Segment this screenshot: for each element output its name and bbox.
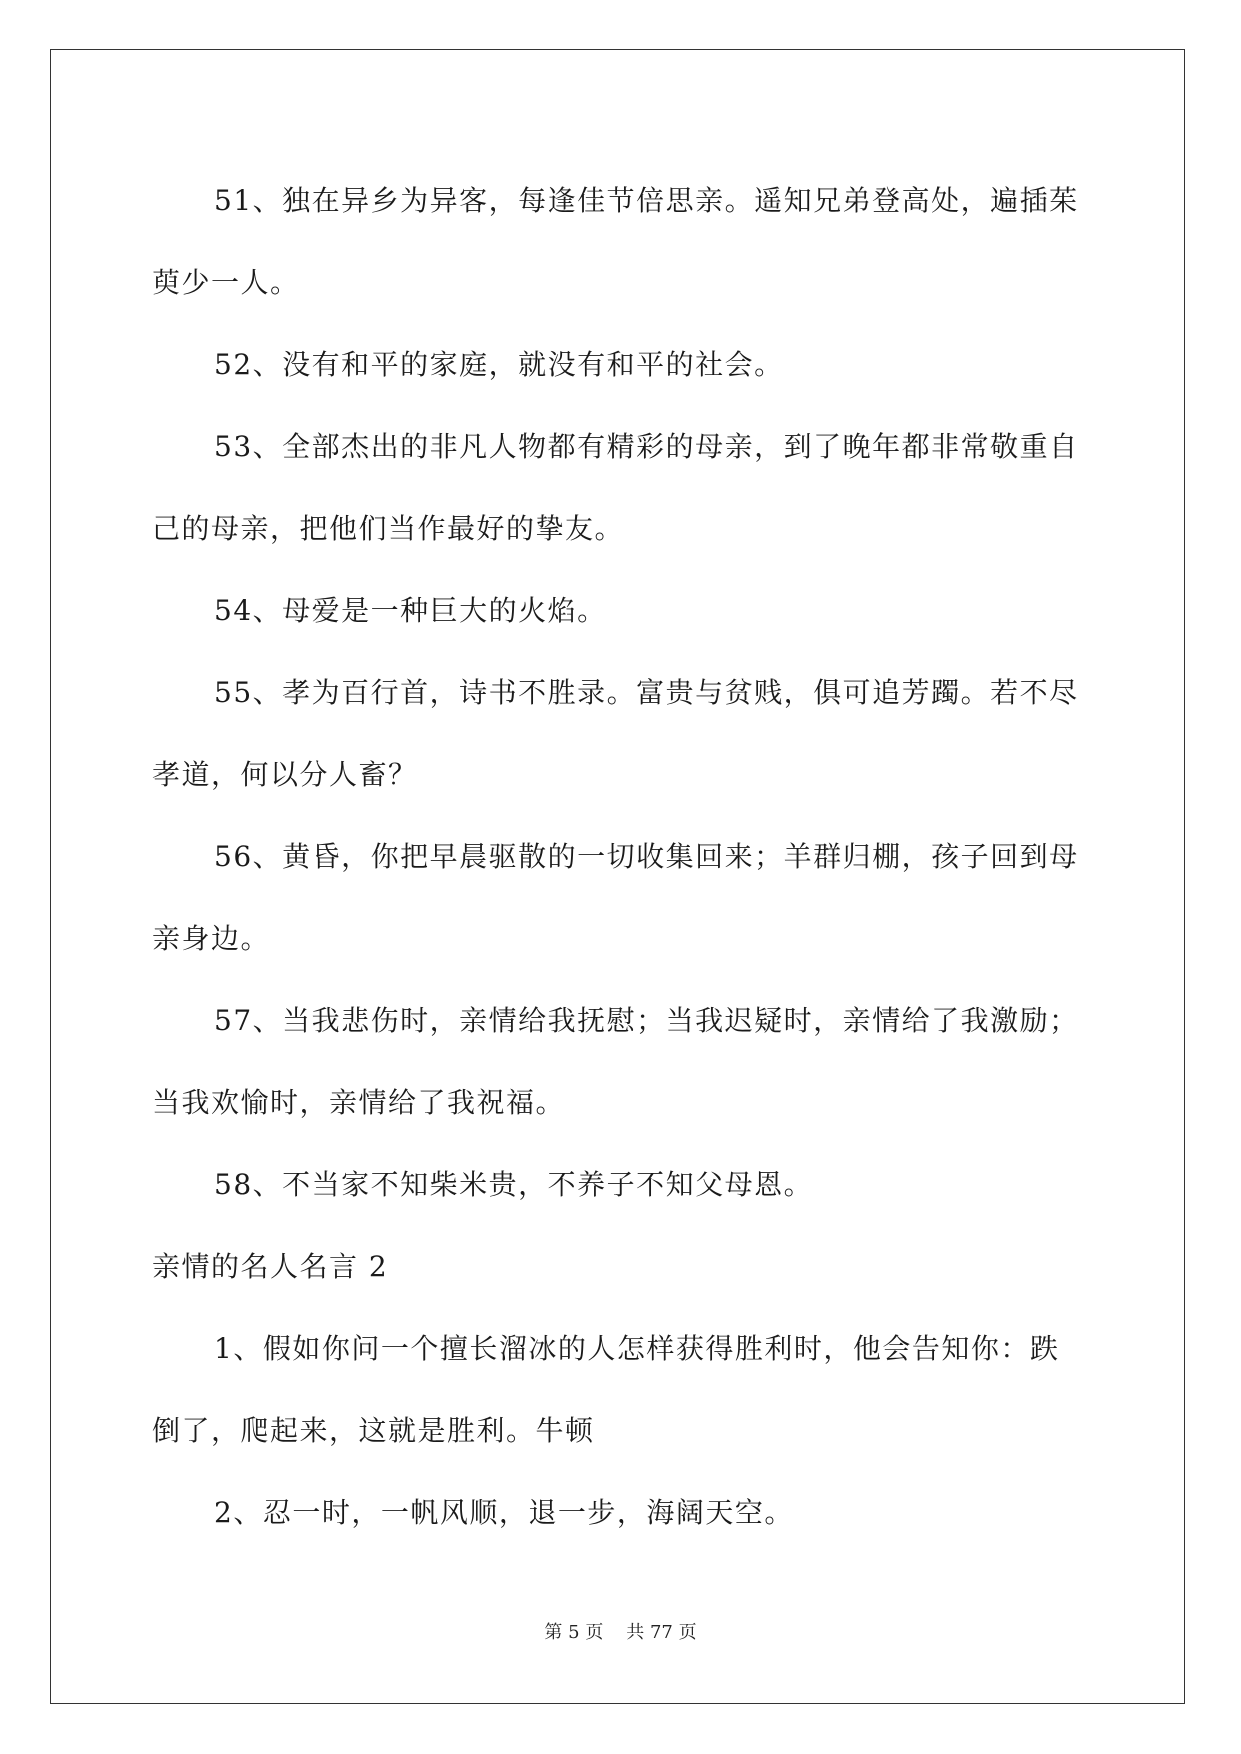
quote-paragraph-58: 58、不当家不知柴米贵，不养子不知父母恩。: [214, 1168, 814, 1201]
section-quote-2: 2、忍一时，一帆风顺，退一步，海阔天空。: [214, 1496, 794, 1529]
quote-paragraph-51: 51、独在异乡为异客，每逢佳节倍思亲。遥知兄弟登高处，遍插茱萸少一人。: [152, 184, 1079, 299]
quote-paragraph-56: 56、黄昏，你把早晨驱散的一切收集回来；羊群归棚，孩子回到母亲身边。: [152, 840, 1079, 955]
quote-paragraph-53: 53、全部杰出的非凡人物都有精彩的母亲，到了晚年都非常敬重自己的母亲，把他们当作最好的挚友。: [152, 430, 1079, 545]
quote-paragraph-52: 52、没有和平的家庭，就没有和平的社会。: [214, 348, 784, 381]
quote-paragraph-57: 57、当我悲伤时，亲情给我抚慰；当我迟疑时，亲情给了我激励；当我欢愉时，亲情给了我祝福。: [152, 1004, 1079, 1119]
document-body: [152, 160, 1087, 1554]
page-number: 第 5 页: [544, 1622, 604, 1643]
quote-paragraph-55: 55、孝为百行首，诗书不胜录。富贵与贫贱，俱可追芳躅。若不尽孝道，何以分人畜？: [152, 676, 1079, 791]
section-quote-1: 1、假如你问一个擅长溜冰的人怎样获得胜利时，他会告知你：跌倒了，爬起来，这就是胜利。牛顿: [152, 1332, 1060, 1447]
page-footer: [0, 1618, 1241, 1644]
page-total: 共 77 页: [626, 1622, 697, 1643]
quote-paragraph-54: 54、母爱是一种巨大的火焰。: [214, 594, 607, 627]
section-heading: 亲情的名人名言 2: [152, 1250, 389, 1283]
